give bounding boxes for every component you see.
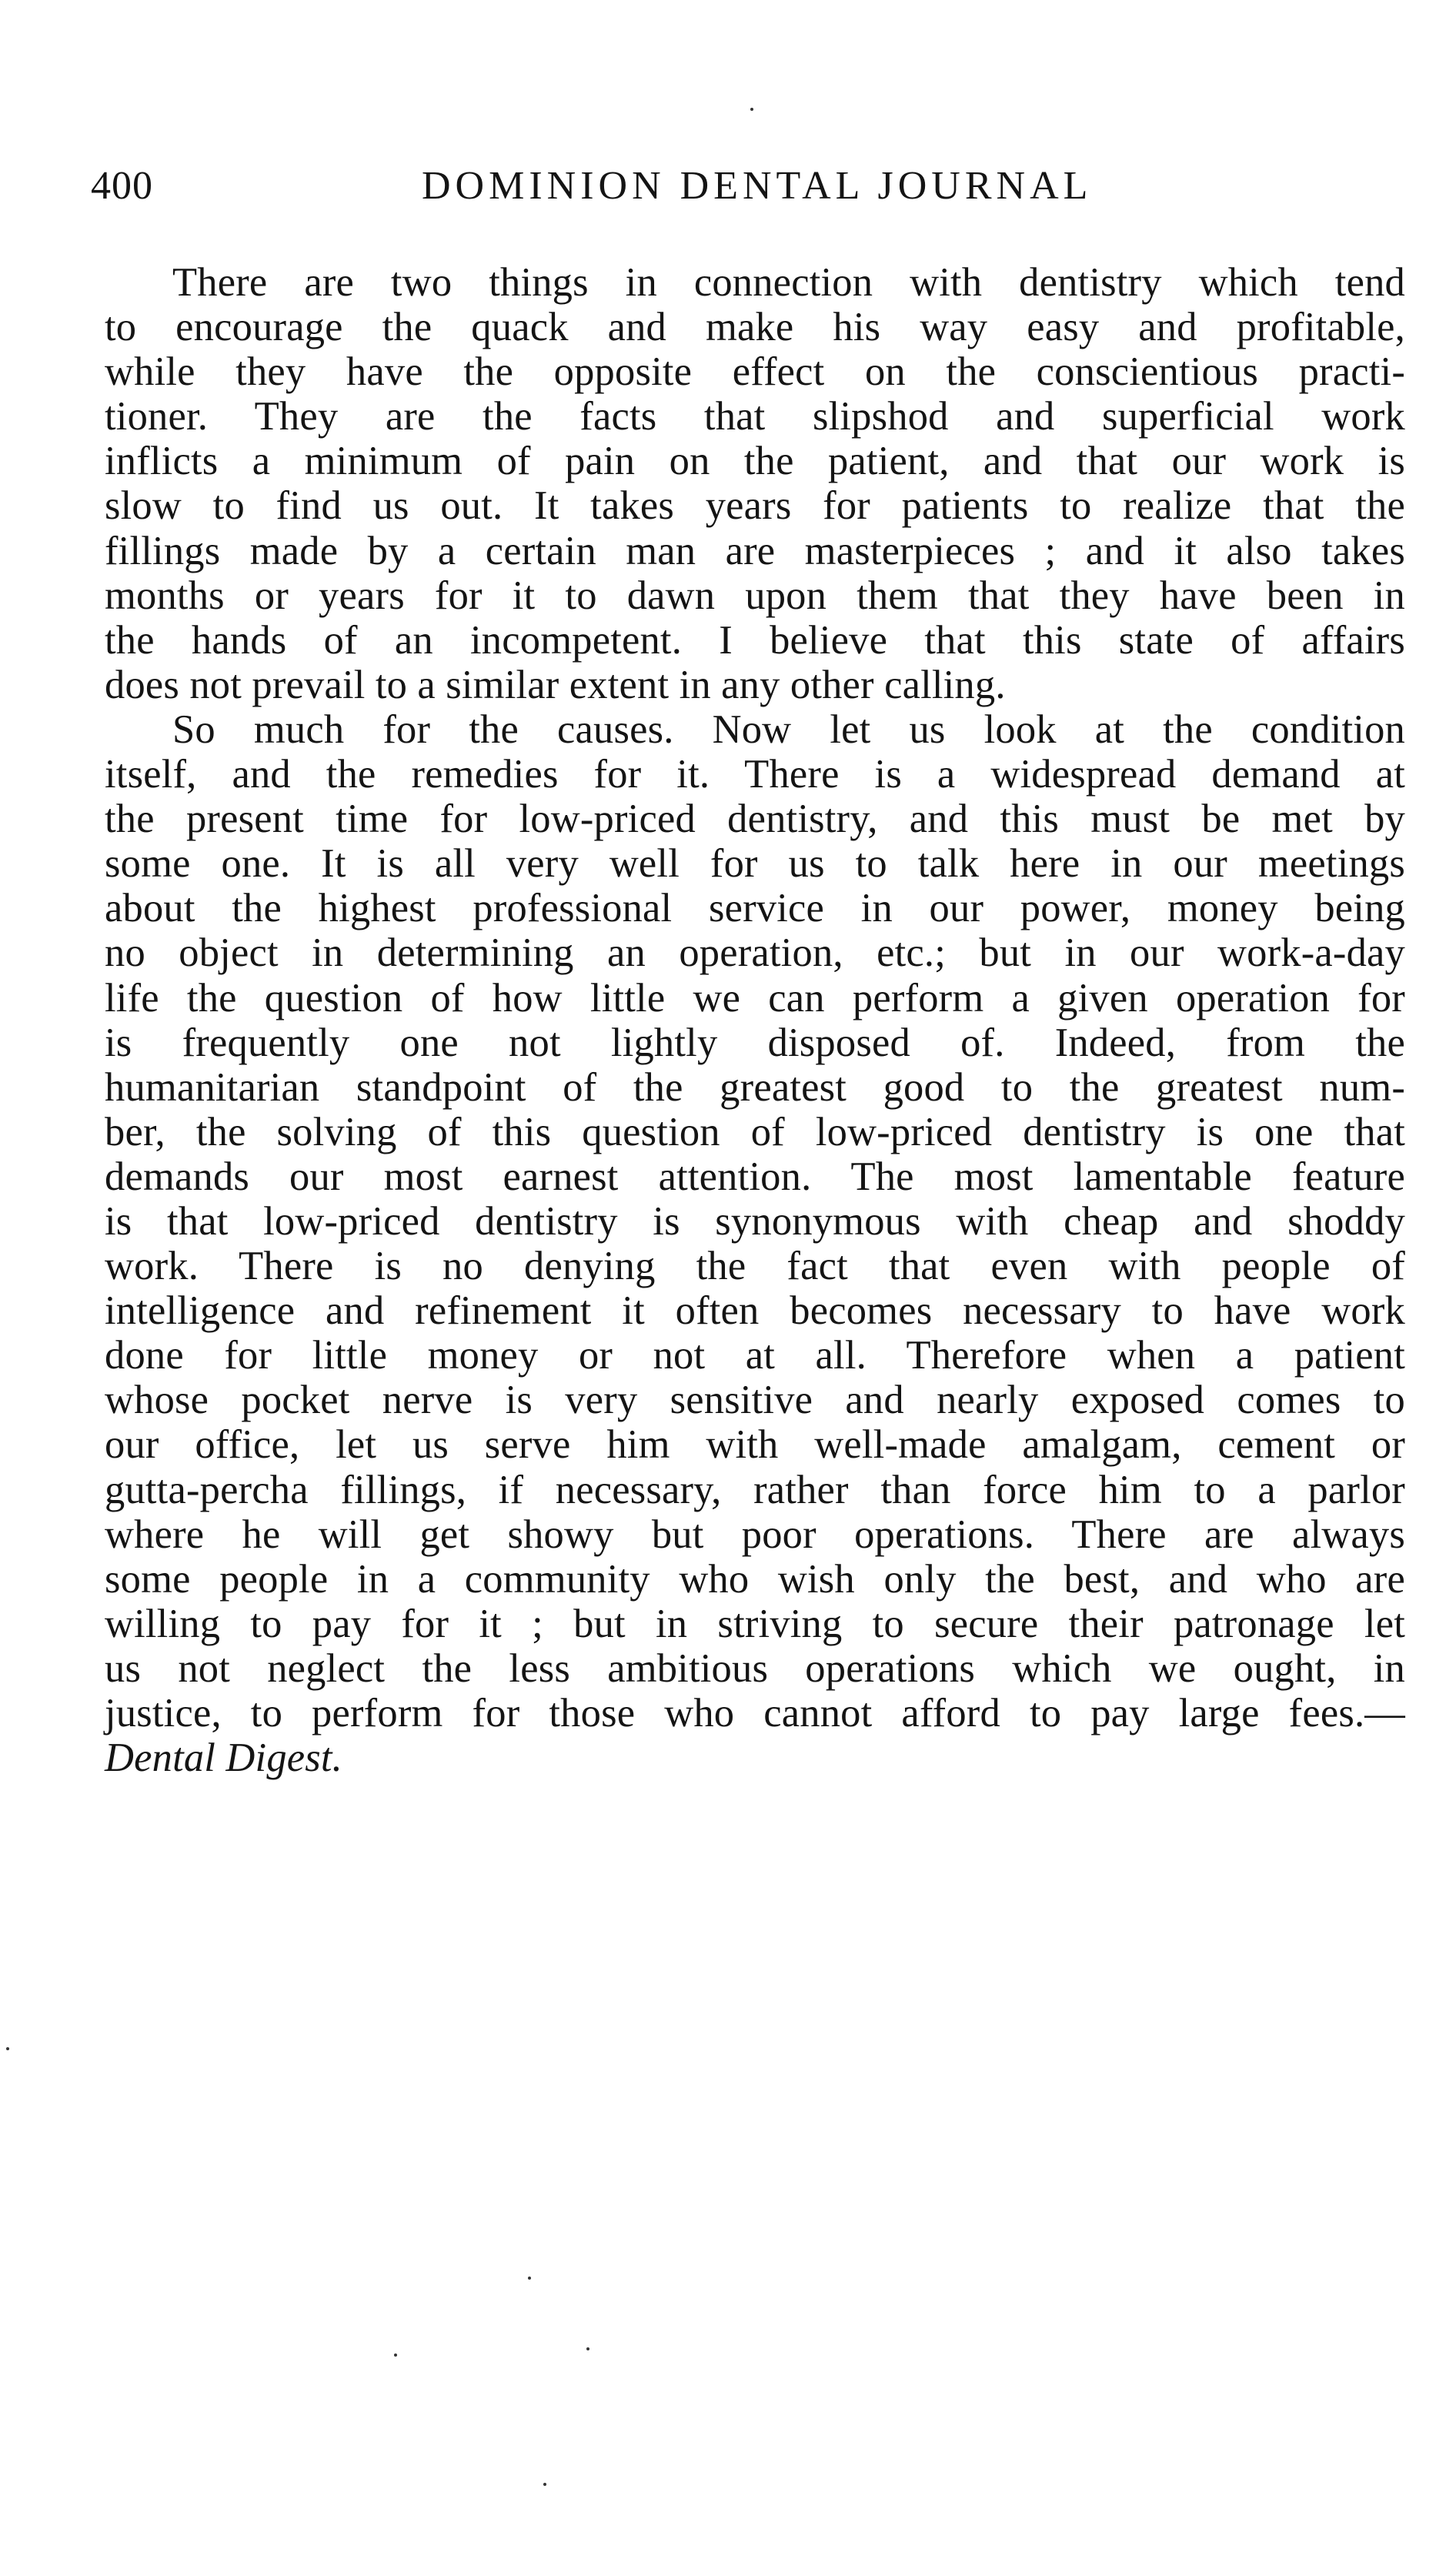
text-line: gutta-percha fillings, if necessary, rather than force him to a parlor bbox=[105, 1467, 1405, 1512]
text-line: itself, and the remedies for it. There is a widespread demand at bbox=[105, 752, 1405, 797]
text-line: slow to find us out. It takes years for patients to realize that the bbox=[105, 483, 1405, 529]
text-line: the present time for low-priced dentistry, and this must be met by bbox=[105, 797, 1405, 842]
text-line: tioner. They are the facts that slipshod and superficial work bbox=[105, 394, 1405, 439]
text-line: our office, let us serve him with well-made amalgam, cement or bbox=[105, 1422, 1405, 1468]
text-line: months or years for it to dawn upon them that they have been in bbox=[105, 573, 1405, 618]
text-line: demands our most earnest attention. The most lamentable feature bbox=[105, 1154, 1405, 1199]
text-line: is frequently one not lightly disposed of. Indeed, from the bbox=[105, 1020, 1405, 1065]
text-line: willing to pay for it ; but in striving to secure their patronage let bbox=[105, 1601, 1405, 1646]
scan-speck bbox=[586, 2347, 589, 2350]
article-body bbox=[105, 260, 1405, 1780]
text-line: ber, the solving of this question of low-priced dentistry is one that bbox=[105, 1109, 1405, 1154]
source-citation: Dental Digest. bbox=[105, 1735, 343, 1781]
text-line: to encourage the quack and make his way easy and profitable, bbox=[105, 305, 1405, 350]
scan-speck bbox=[528, 2277, 531, 2280]
text-line: about the highest professional service in our power, money being bbox=[105, 886, 1405, 931]
text-line: intelligence and refinement it often becomes necessary to have work bbox=[105, 1288, 1405, 1334]
text-line: some one. It is all very well for us to talk here in our meetings bbox=[105, 841, 1405, 887]
text-line: work. There is no denying the fact that even with people of bbox=[105, 1244, 1405, 1289]
text-line: done for little money or not at all. Therefore when a patient bbox=[105, 1333, 1405, 1378]
scan-speck bbox=[750, 108, 753, 111]
text-line: the hands of an incompetent. I believe that this state of affairs bbox=[105, 617, 1405, 663]
text-line: So much for the causes. Now let us look at the condition bbox=[172, 707, 1405, 752]
page-number: 400 bbox=[91, 164, 153, 208]
text-line: some people in a community who wish only the best, and who are bbox=[105, 1556, 1405, 1602]
text-line: no object in determining an operation, etc.; but in our work-a-day bbox=[105, 930, 1405, 976]
scan-speck bbox=[6, 2047, 9, 2050]
text-line: life the question of how little we can perform a given operation for bbox=[105, 975, 1405, 1021]
text-line: where he will get showy but poor operations. There are always bbox=[105, 1512, 1405, 1557]
text-line: fillings made by a certain man are masterpieces ; and it also takes bbox=[105, 528, 1405, 573]
scan-speck bbox=[394, 2354, 397, 2357]
text-line: does not prevail to a similar extent in any other calling. bbox=[105, 662, 1006, 707]
text-line: is that low-priced dentistry is synonymous with cheap and shoddy bbox=[105, 1198, 1405, 1244]
text-line: There are two things in connection with dentistry which tend bbox=[172, 260, 1405, 305]
text-line: humanitarian standpoint of the greatest good to the greatest num- bbox=[105, 1064, 1405, 1110]
text-line: justice, to perform for those who cannot afford to pay large fees.— bbox=[105, 1691, 1405, 1735]
text-line: us not neglect the less ambitious operations which we ought, in bbox=[105, 1645, 1405, 1691]
page-header bbox=[91, 163, 1114, 217]
scan-speck bbox=[543, 2483, 546, 2486]
text-line: inflicts a minimum of pain on the patient, and that our work is bbox=[105, 439, 1405, 484]
text-line: while they have the opposite effect on the conscientious practi- bbox=[105, 349, 1405, 395]
running-head: DOMINION DENTAL JOURNAL bbox=[422, 164, 1093, 208]
text-line: whose pocket nerve is very sensitive and nearly exposed comes to bbox=[105, 1378, 1405, 1423]
